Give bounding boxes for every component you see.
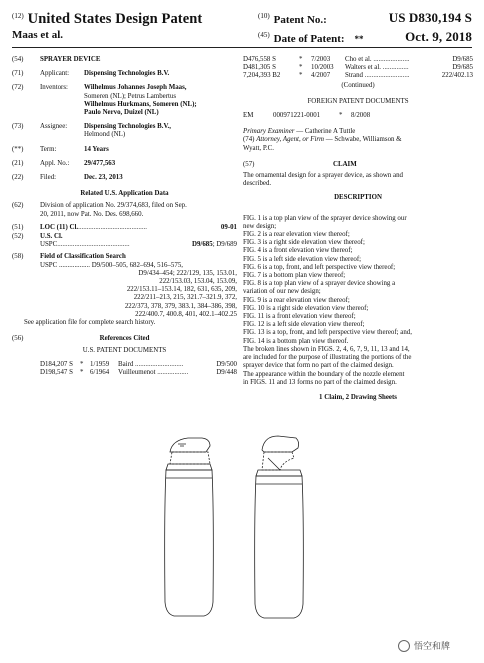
code-22: (22) <box>12 174 24 182</box>
reference-list-continued <box>243 56 473 81</box>
term-extension-stars: ** <box>354 34 364 44</box>
foreign-docs-heading: FOREIGN PATENT DOCUMENTS <box>307 97 409 105</box>
code-10: (10) <box>258 12 270 20</box>
uspc-class: USPC .......................................... D9/685 ; D9/689 <box>40 241 237 249</box>
code-62: (62) <box>12 202 24 210</box>
reference-row: D184,207 S * 1/1959 Baird ............................ D9/500 <box>40 360 237 368</box>
loc-class: LOC (11) Cl. ........................................ 09-01 <box>40 223 237 231</box>
continued-note: (Continued) <box>341 81 375 89</box>
wechat-icon <box>398 640 410 652</box>
watermark <box>398 639 450 652</box>
appl-no: 29/477,563 <box>84 159 116 167</box>
code-54: (54) <box>12 56 24 63</box>
patent-date: Oct. 9, 2018 <box>405 29 472 44</box>
code-52: (52) <box>12 233 24 241</box>
reference-row: 7,204,393 B2 * 4/2007 Strand .......................... 222/402.13 <box>243 72 473 80</box>
division-info: Division of application No. 29/374,683, filed on Sep. 20, 2011, now Pat. No. Des. 698,660. <box>40 202 187 218</box>
foreign-reference-row: EM 000971221-0001 * 8/2008 <box>243 112 371 120</box>
watermark-text: 悟空和牌 <box>414 642 451 652</box>
design-title: SPRAYER DEVICE <box>40 56 101 63</box>
inventors: Wilhelmus Johannes Joseph Maas, Someren (NL); Petrus Lambertus Wilhelmus Hurkmans, Someren (NL); Paulo Nervo, Duizel (NL) <box>84 84 197 117</box>
sprayer-drawing-front <box>165 438 214 616</box>
filed-date: Dec. 23, 2013 <box>84 174 123 182</box>
assignee: Dispensing Technologies B.V., Helmond (NL) <box>84 123 171 139</box>
applicant: Dispensing Technologies B.V. <box>84 70 170 78</box>
reference-row: D198,547 S * 6/1964 Vuilleumenot .................. D9/448 <box>40 368 237 376</box>
claim-heading: CLAIM <box>333 160 357 168</box>
claim-text: The ornamental design for a sprayer device, as shown and described. <box>243 172 403 188</box>
code-21: (21) <box>12 159 24 167</box>
code-71: (71) <box>12 70 24 78</box>
term: 14 Years <box>84 145 109 153</box>
attorney: (74) Attorney, Agent, or Firm — Schwabe, Williamson & Wyatt, P.C. <box>243 136 402 152</box>
inventors-label: Inventors: <box>40 84 68 92</box>
code-57: (57) <box>243 160 255 168</box>
claim-heading-row <box>243 161 473 169</box>
claims-column <box>243 56 473 402</box>
reference-list <box>40 361 237 377</box>
code-term: (**) <box>12 145 24 153</box>
claims-count: 1 Claim, 2 Drawing Sheets <box>319 393 397 401</box>
primary-examiner: Primary Examiner — Catherine A Tuttle <box>243 128 356 136</box>
bibliographic-column <box>12 56 237 377</box>
code-73: (73) <box>12 123 24 131</box>
sprayer-drawing-side <box>255 436 304 618</box>
code-51: (51) <box>12 223 24 231</box>
description-heading: DESCRIPTION <box>334 194 382 202</box>
field-of-search: USPC .................. D9/500–505, 682–694, 516–575, D9/434–454; 222/129, 135, 153.01, 222/153.03, 153.04, 153.09, 222/153.11–153.14, 182, 631, 635, 209, 222/211–213, 215, 321.7–321.9, 372, 222/373, 378, 379, 383.1, 384–386, 398, 222/400.7, 400.8, 401, 402.1–402.25 See application file for complete search history. <box>24 261 237 327</box>
references-heading: References Cited <box>99 335 150 343</box>
applicant-label: Applicant: <box>40 70 70 78</box>
appl-no-label: Appl. No.: <box>40 159 70 167</box>
code-58: (58) <box>12 253 24 261</box>
reference-row: D476,558 S * 7/2003 Cho et al. ..................... D9/685 <box>243 56 473 63</box>
us-cl-label: U.S. Cl. <box>40 233 63 241</box>
filed-label: Filed: <box>40 174 57 182</box>
inventor-short: Maas et al. <box>12 29 64 41</box>
term-label: Term: <box>40 145 57 153</box>
code-12: (12) <box>12 12 24 20</box>
patent-no-label: Patent No.: <box>273 14 327 26</box>
patent-number: US D830,194 S <box>388 10 472 25</box>
sprayer-device-drawings <box>150 432 330 642</box>
related-data-heading: Related U.S. Application Data <box>80 190 169 198</box>
date-of-patent-label: Date of Patent: <box>273 33 345 45</box>
code-72: (72) <box>12 84 24 92</box>
assignee-label: Assignee: <box>40 123 68 131</box>
field-of-search-label: Field of Classification Search <box>40 253 126 261</box>
figure-descriptions: FIG. 1 is a top plan view of the sprayer device showing our new design; FIG. 2 is a rear elevation view thereof; FIG. 3 is a right side elevation view thereof; FIG. 4 is a front elevation view thereof; FIG. 5 is a left side elevation view thereof; FIG. 6 is a top, front, and left perspective view thereof; FIG. 7 is a bottom plan view thereof; FIG. 8 is a top plan view of a sprayer device showing a variation of our new design; FIG. 9 is a rear elevation view thereof; FIG. 10 is a right side elevation view thereof; FIG. 11 is a front elevation view thereof; FIG. 12 is a left side elevation view thereof; FIG. 13 is a top, front, and left perspective view thereof; and, FIG. 14 is a bottom plan view thereof. The broken lines shown in FIGS. 2, 4, 6, 7, 9, 11, 13 and 14, are included for the purpose of illustrating the portions of the sprayer device that form no part of the claimed design. The appearance within the boundary of the nozzle element in FIGS. 11 and 13 forms no part of the claimed design. <box>243 214 412 386</box>
reference-row: D481,305 S * 10/2003 Walters et al. ............... D9/685 <box>243 64 473 72</box>
patent-type-title: United States Design Patent <box>27 11 203 27</box>
patent-header <box>12 10 472 46</box>
code-56: (56) <box>12 335 24 343</box>
code-45: (45) <box>258 31 270 39</box>
header-rule <box>12 47 472 48</box>
us-patent-docs-heading: U.S. PATENT DOCUMENTS <box>82 347 167 355</box>
